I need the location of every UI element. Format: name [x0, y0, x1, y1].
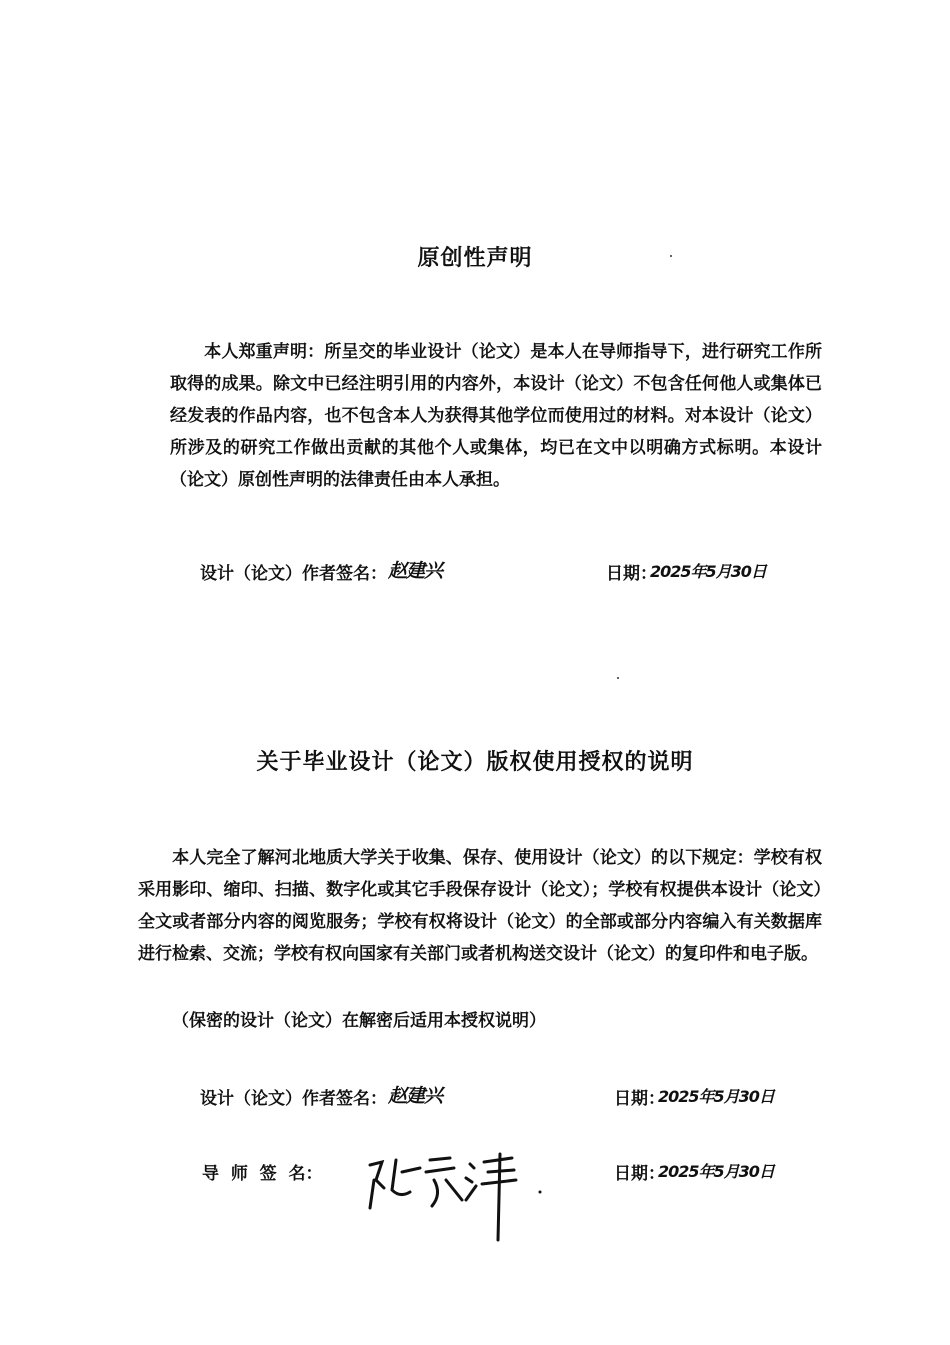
copyright-note: （保密的设计（论文）在解密后适用本授权说明）: [172, 1011, 546, 1031]
copyright-author-date-label: 日期：: [614, 1089, 665, 1109]
stray-dot: [617, 677, 619, 679]
copyright-author-date-value: 2025年5月30日: [658, 1087, 774, 1106]
advisor-signature-drawing: [362, 1150, 552, 1245]
copyright-author-sign-label: 设计（论文）作者签名：: [200, 1089, 387, 1109]
originality-title: 原创性声明: [417, 246, 533, 271]
advisor-date-value: 2025年5月30日: [658, 1162, 774, 1181]
copyright-author-signature: 赵建兴: [388, 1085, 443, 1107]
originality-date-label: 日期：: [606, 564, 657, 584]
copyright-title: 关于毕业设计（论文）版权使用授权的说明: [256, 750, 694, 775]
originality-author-sign-label: 设计（论文）作者签名：: [200, 564, 387, 584]
originality-body-text: 本人郑重声明：所呈交的毕业设计（论文）是本人在导师指导下，进行研究工作所取得的成果。除文中已经注明引用的内容外，本设计（论文）不包含任何他人或集体已经发表的作品内容，也不包含本人为获得其他学位而使用过的材料。对本设计（论文）所涉及的研究工作做出贡献的其他个人或集体，均已在文中以明确方式标明。本设计（论文）原创性声明的法律责任由本人承担。: [170, 342, 822, 490]
originality-body: [170, 336, 822, 496]
advisor-date-label: 日期：: [614, 1164, 665, 1184]
originality-author-signature: 赵建兴: [388, 560, 443, 582]
copyright-body-text: 本人完全了解河北地质大学关于收集、保存、使用设计（论文）的以下规定：学校有权采用影印、缩印、扫描、数字化或其它手段保存设计（论文）；学校有权提供本设计（论文）全文或者部分内容的阅览服务；学校有权将设计（论文）的全部或部分内容编入有关数据库进行检索、交流；学校有权向国家有关部门或者机构送交设计（论文）的复印件和电子版。: [138, 848, 822, 964]
copyright-body: [138, 842, 822, 970]
originality-date-value: 2025年5月30日: [650, 562, 766, 581]
stray-dot: [670, 255, 672, 257]
advisor-sign-label: 导 师 签 名：: [202, 1164, 323, 1184]
